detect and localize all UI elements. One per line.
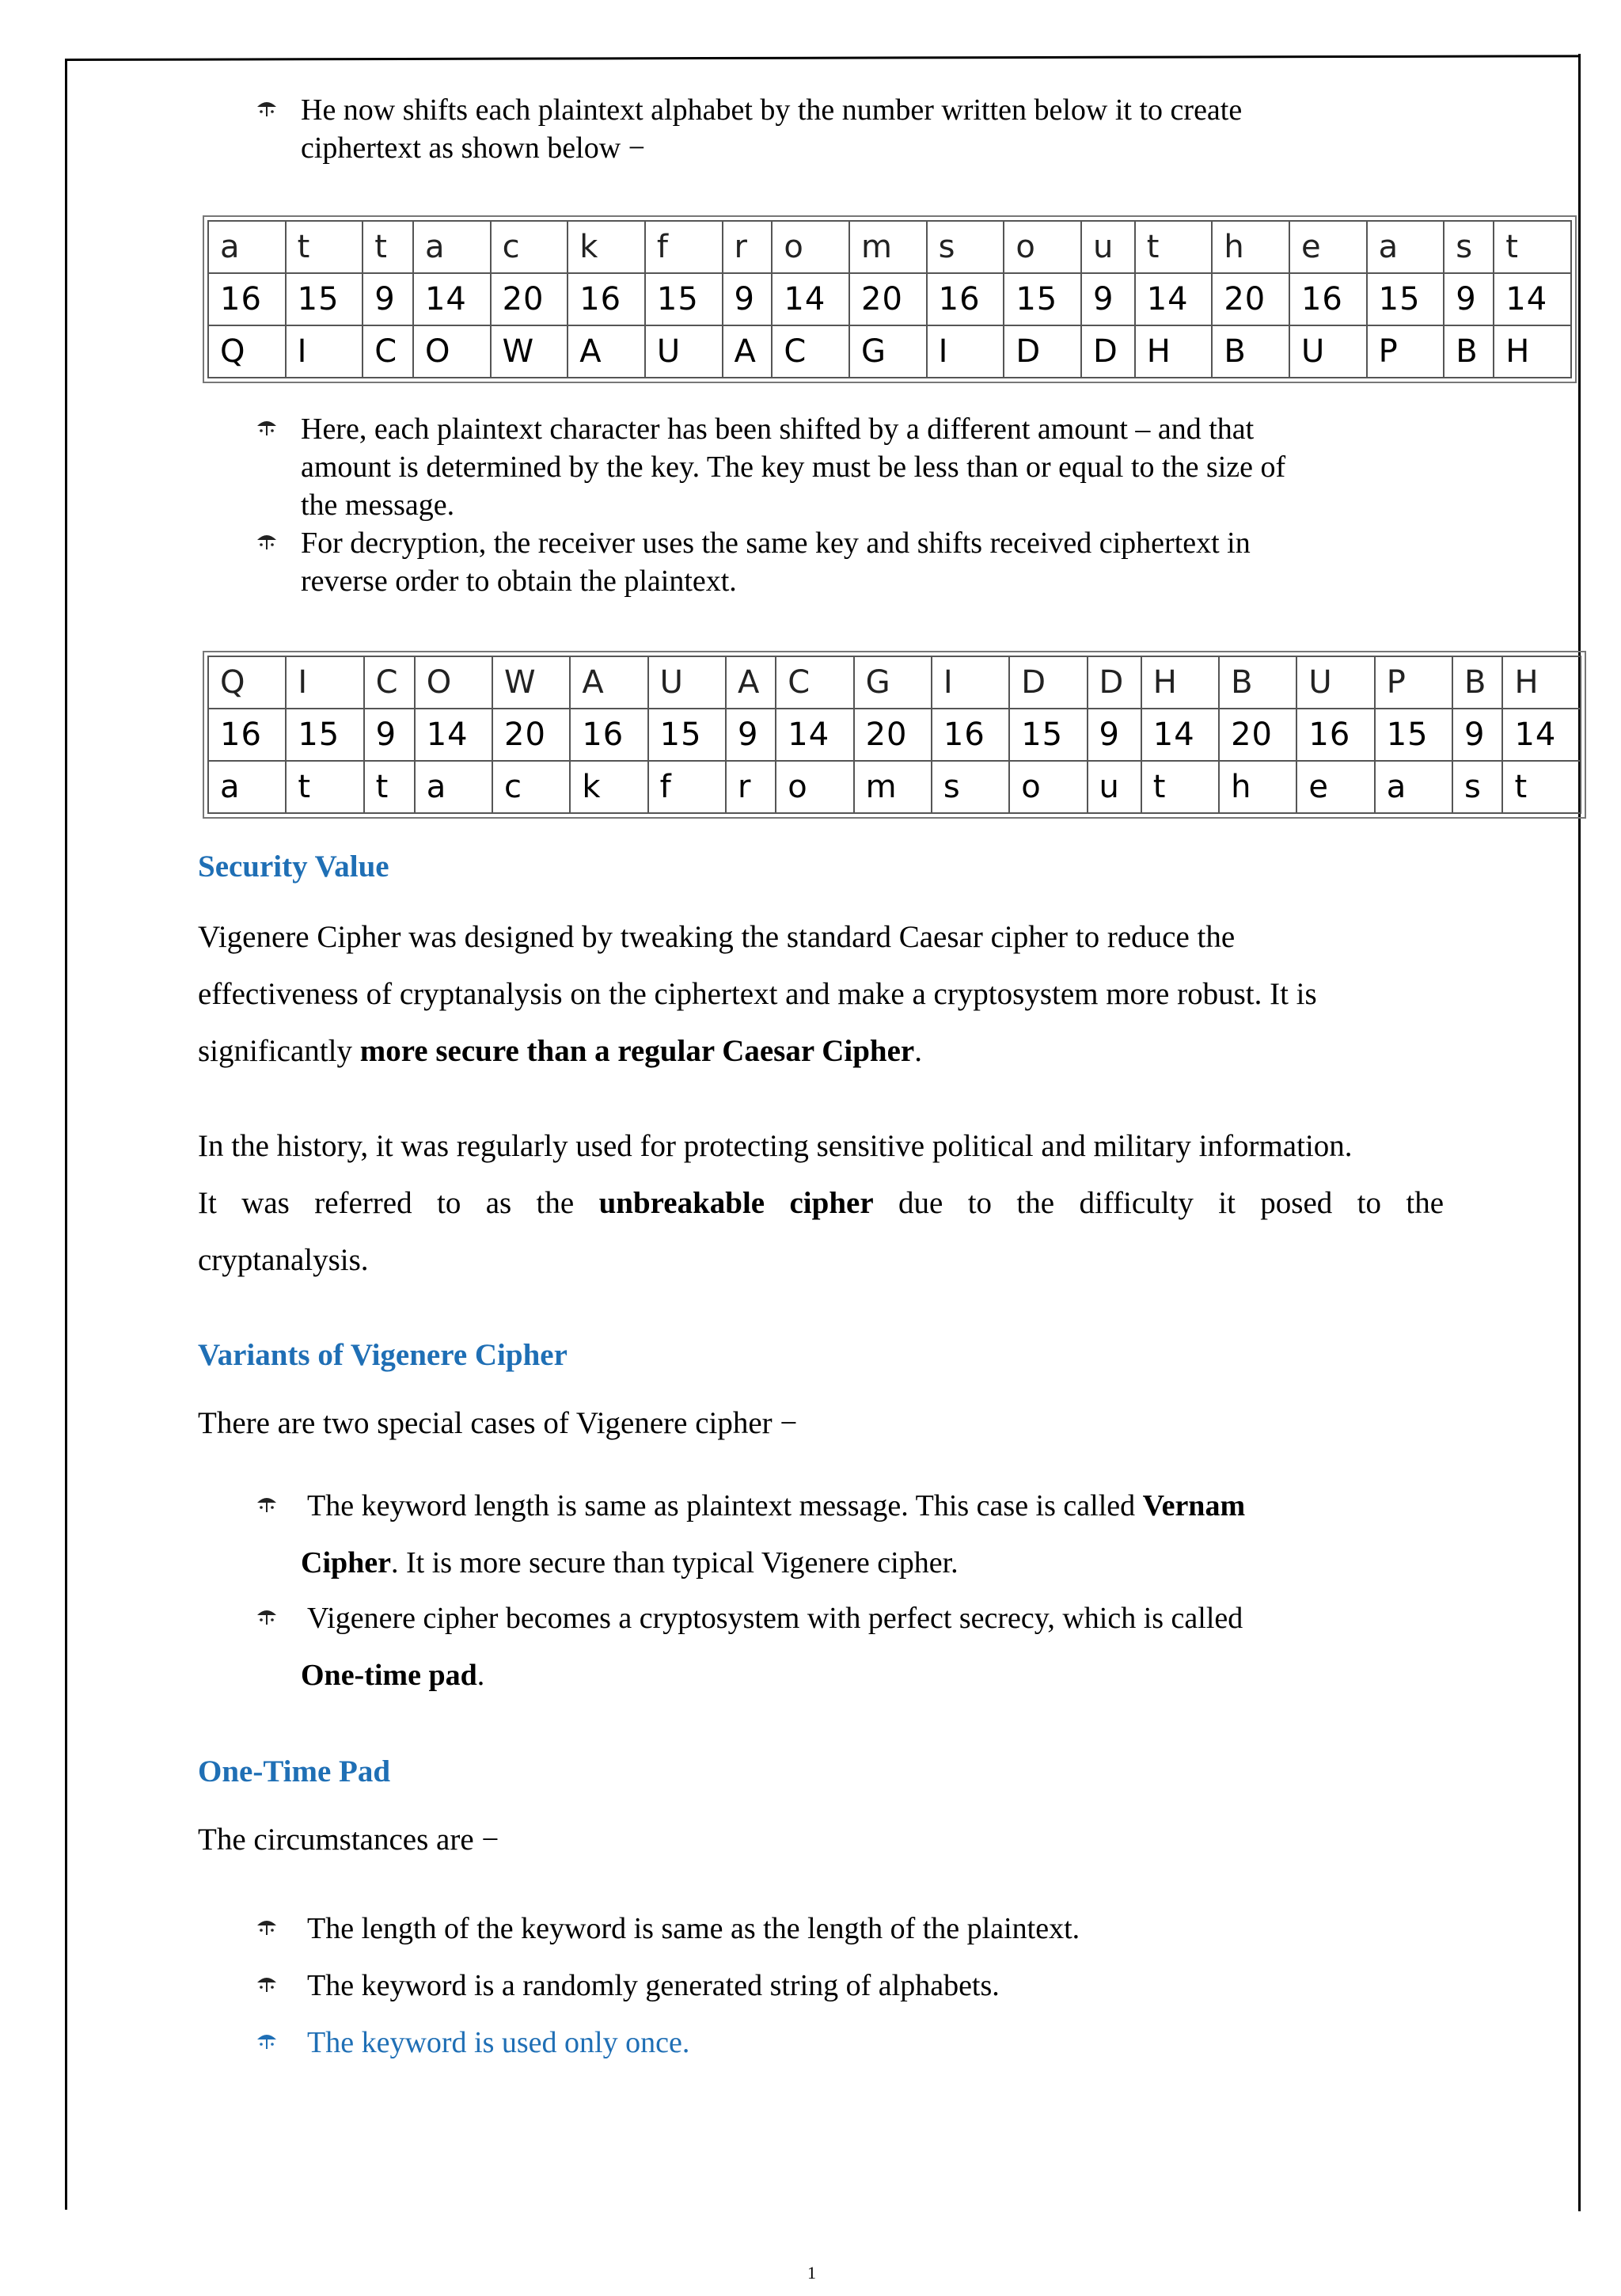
table-cell: 9 [723, 273, 773, 325]
table-cell: o [1009, 761, 1087, 813]
table-cell: 15 [286, 273, 363, 325]
umbrella-bullet-icon [255, 1971, 279, 1995]
bullet-text: The keyword is used only once. [307, 2026, 690, 2059]
text-span: . It is more secure than typical Vigenere cipher. [391, 1546, 959, 1579]
table-cell: 15 [1375, 709, 1452, 761]
table-cell: e [1289, 221, 1367, 273]
bold-phrase: unbreakable cipher [598, 1186, 874, 1220]
page-frame-right [1578, 54, 1581, 2211]
otp-item-2 [301, 1957, 1000, 2014]
table-cell: 16 [568, 273, 645, 325]
table-cell: c [491, 221, 568, 273]
table-cell: 16 [570, 709, 647, 761]
table-cell: 9 [726, 709, 776, 761]
table-cell: C [364, 656, 415, 709]
security-paragraph-1 [198, 909, 1444, 1080]
table-cell: C [363, 325, 413, 378]
table-cell: 16 [1289, 273, 1367, 325]
table-row [208, 325, 1571, 378]
table-cell: 16 [1296, 709, 1374, 761]
bullet-line: reverse order to obtain the plaintext. [301, 564, 737, 598]
table-cell: 15 [648, 709, 726, 761]
table-cell: o [1004, 221, 1081, 273]
table-cell: W [492, 656, 570, 709]
table-cell: t [363, 221, 413, 273]
table-cell: A [723, 325, 773, 378]
table-cell: 16 [208, 709, 286, 761]
table-cell: 20 [849, 273, 927, 325]
otp-intro: The circumstances are − [198, 1823, 499, 1857]
table-cell: G [849, 325, 927, 378]
bullet-line [301, 1477, 1245, 1534]
table-cell: a [413, 221, 491, 273]
bullet-line: Vigenere cipher becomes a cryptosystem with perfect secrecy, which is called [307, 1602, 1243, 1635]
bold-phrase: more secure than a regular Caesar Cipher [359, 1034, 915, 1068]
table-cell: H [1502, 656, 1581, 709]
table-cell: U [1296, 656, 1374, 709]
table-cell: D [1009, 656, 1087, 709]
intro-line-2: ciphertext as shown below − [301, 131, 646, 165]
table-cell: 20 [1212, 273, 1289, 325]
table-cell: t [286, 221, 363, 273]
bullet-text: The keyword is a randomly generated string of alphabets. [307, 1969, 1000, 2002]
umbrella-bullet-icon [255, 1604, 279, 1628]
decryption-table [207, 656, 1581, 814]
bold-phrase: Vernam [1142, 1489, 1246, 1522]
table-cell: k [570, 761, 647, 813]
table-row [208, 273, 1571, 325]
shift-explanation-bullet [301, 410, 1285, 524]
table-cell: I [286, 656, 363, 709]
bullet-text: The length of the keyword is same as the length of the plaintext. [307, 1912, 1080, 1945]
table-cell: 9 [1452, 709, 1502, 761]
table-cell: I [932, 656, 1009, 709]
security-value-heading: Security Value [198, 850, 389, 884]
table-cell: r [723, 221, 773, 273]
table-cell: C [772, 325, 849, 378]
table-cell: A [568, 325, 645, 378]
table-row [208, 709, 1581, 761]
one-time-pad-bullet [301, 1590, 1243, 1704]
umbrella-bullet-icon [255, 96, 279, 120]
security-paragraph-2 [198, 1118, 1444, 1289]
table-cell: G [854, 656, 932, 709]
bullet-line: amount is determined by the key. The key must be less than or equal to the size of [301, 450, 1286, 484]
table-cell: t [286, 761, 363, 813]
table-cell: f [645, 221, 723, 273]
text-span: . [914, 1034, 922, 1068]
table-cell: 14 [776, 709, 853, 761]
table-cell: h [1219, 761, 1296, 813]
table-cell: 16 [208, 273, 286, 325]
bullet-line: Here, each plaintext character has been shifted by a different amount – and that [301, 412, 1255, 446]
table-cell: t [1135, 221, 1213, 273]
table-cell: 9 [1444, 273, 1494, 325]
table-cell: B [1212, 325, 1289, 378]
table-cell: 14 [1502, 709, 1581, 761]
table-cell: I [286, 325, 363, 378]
table-cell: H [1141, 656, 1219, 709]
table-cell: Q [208, 325, 286, 378]
table-cell: 15 [1009, 709, 1087, 761]
umbrella-bullet-icon [255, 415, 279, 439]
table-cell: 14 [772, 273, 849, 325]
table-cell: O [415, 656, 492, 709]
table-cell: a [1375, 761, 1452, 813]
table-cell: s [1452, 761, 1502, 813]
table-cell: A [570, 656, 647, 709]
table-cell: f [648, 761, 726, 813]
table-cell: B [1444, 325, 1494, 378]
bold-phrase: One-time pad [301, 1659, 477, 1692]
bullet-line: For decryption, the receiver uses the same key and shifts received ciphertext in [301, 526, 1251, 560]
table-cell: 15 [1367, 273, 1444, 325]
table-cell: m [854, 761, 932, 813]
table-cell: 16 [932, 709, 1009, 761]
table-cell: B [1219, 656, 1296, 709]
page-frame-left [65, 60, 67, 2210]
table-cell: a [1367, 221, 1444, 273]
para-line: In the history, it was regularly used for protecting sensitive political and military information. [198, 1129, 1353, 1163]
table-row [208, 761, 1581, 813]
table-cell: D [1088, 656, 1141, 709]
para-line: Vigenere Cipher was designed by tweaking the standard Caesar cipher to reduce the [198, 920, 1236, 954]
table-cell: 14 [1135, 273, 1213, 325]
table-cell: B [1452, 656, 1502, 709]
table-cell: 15 [286, 709, 363, 761]
table-cell: a [415, 761, 492, 813]
table-cell: 15 [645, 273, 723, 325]
text-span: significantly [198, 1034, 360, 1068]
table-cell: o [772, 221, 849, 273]
table-cell: 14 [1141, 709, 1219, 761]
table-cell: s [927, 221, 1004, 273]
table-cell: 14 [1494, 273, 1571, 325]
bullet-line [301, 1647, 1243, 1704]
table-cell: W [491, 325, 568, 378]
table-cell: 14 [415, 709, 492, 761]
table-cell: H [1494, 325, 1571, 378]
table-cell: P [1375, 656, 1452, 709]
decryption-bullet [301, 524, 1251, 600]
table-cell: s [932, 761, 1009, 813]
table-cell: Q [208, 656, 286, 709]
table-cell: D [1081, 325, 1135, 378]
table-cell: t [1141, 761, 1219, 813]
table-cell: h [1212, 221, 1289, 273]
table-cell: 9 [1081, 273, 1135, 325]
page-number: 1 [807, 2263, 816, 2283]
table-cell: e [1296, 761, 1374, 813]
umbrella-bullet-icon [255, 2028, 279, 2052]
table-cell: s [1444, 221, 1494, 273]
one-time-pad-heading: One-Time Pad [198, 1754, 391, 1789]
umbrella-bullet-icon [255, 529, 279, 553]
intro-bullet [301, 91, 1242, 167]
vernam-bullet [301, 1477, 1245, 1591]
para-line [198, 1023, 1444, 1080]
variants-heading: Variants of Vigenere Cipher [198, 1338, 568, 1372]
table-cell: c [492, 761, 570, 813]
page-frame-top [65, 55, 1581, 61]
para-line: cryptanalysis. [198, 1243, 369, 1277]
table-cell: a [208, 761, 286, 813]
table-cell: 9 [363, 273, 413, 325]
text-span: It was referred to as the [198, 1186, 599, 1220]
table-cell: t [1502, 761, 1581, 813]
table-cell: t [1494, 221, 1571, 273]
table-cell: 14 [413, 273, 491, 325]
text-span: The keyword length is same as plaintext message. This case is called [307, 1489, 1143, 1522]
table-cell: 20 [854, 709, 932, 761]
table-cell: 9 [364, 709, 415, 761]
table-cell: U [645, 325, 723, 378]
para-line [198, 1175, 1444, 1232]
table-cell: u [1088, 761, 1141, 813]
bullet-line [301, 1534, 1245, 1591]
table-cell: u [1081, 221, 1135, 273]
para-line: effectiveness of cryptanalysis on the ciphertext and make a cryptosystem more robust. It is [198, 977, 1317, 1011]
umbrella-bullet-icon [255, 1914, 279, 1938]
table-cell: k [568, 221, 645, 273]
text-span: due to the difficulty it posed to the [873, 1186, 1444, 1220]
encryption-table [207, 220, 1572, 378]
table-cell: U [1289, 325, 1367, 378]
table-cell: I [927, 325, 1004, 378]
otp-item-1 [301, 1900, 1080, 1957]
table-cell: 20 [1219, 709, 1296, 761]
table-cell: C [776, 656, 853, 709]
table-cell: P [1367, 325, 1444, 378]
table-cell: r [726, 761, 776, 813]
table-cell: o [776, 761, 853, 813]
table-cell: 20 [491, 273, 568, 325]
table-cell: U [648, 656, 726, 709]
otp-item-3 [301, 2014, 689, 2071]
table-cell: a [208, 221, 286, 273]
table-cell: 20 [492, 709, 570, 761]
variants-intro: There are two special cases of Vigenere cipher − [198, 1406, 798, 1440]
intro-line-1: He now shifts each plaintext alphabet by the number written below it to create [301, 93, 1243, 127]
table-cell: m [849, 221, 927, 273]
text-span: . [476, 1659, 485, 1692]
table-cell: O [413, 325, 491, 378]
table-row [208, 221, 1571, 273]
table-cell: A [726, 656, 776, 709]
table-cell: t [364, 761, 415, 813]
table-cell: H [1135, 325, 1213, 378]
umbrella-bullet-icon [255, 1492, 279, 1515]
bullet-line: the message. [301, 488, 455, 522]
table-row [208, 656, 1581, 709]
table-cell: 9 [1088, 709, 1141, 761]
bold-phrase: Cipher [301, 1546, 391, 1579]
table-cell: D [1004, 325, 1081, 378]
table-cell: 15 [1004, 273, 1081, 325]
table-cell: 16 [927, 273, 1004, 325]
